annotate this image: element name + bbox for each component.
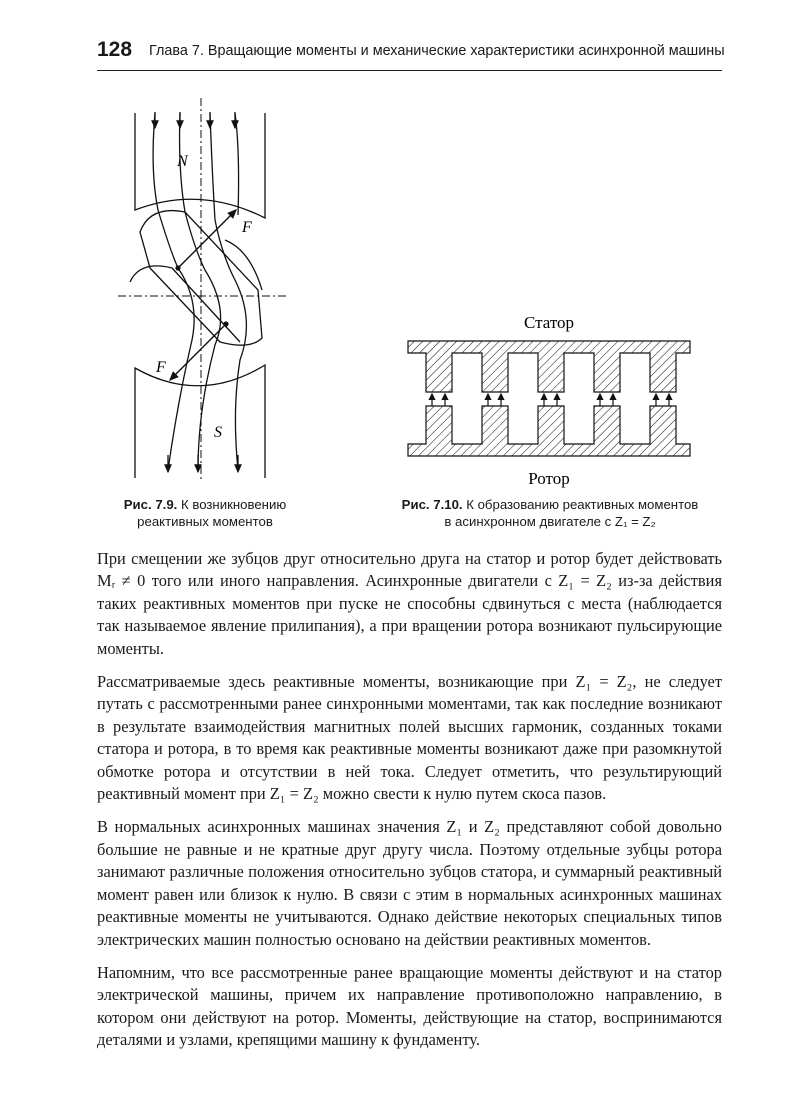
figure-7-10-caption-line2: в асинхронном двигателе с Z₁ = Z₂ <box>444 514 656 529</box>
body-text <box>97 548 722 1063</box>
figure-7-10 <box>400 305 700 495</box>
rotor-label: Ротор <box>528 469 570 488</box>
stator-label: Статор <box>523 313 575 332</box>
force-f-bottom-label: F <box>156 359 166 376</box>
figure-7-9-caption-number: Рис. 7.9. <box>123 497 178 512</box>
figure-7-9-caption-line2: реактивных моментов <box>137 514 273 529</box>
paragraph-1: При смещении же зубцов друг относительно друга на статор и ротор будет действовать Mᵣ ≠ 0 того или иного направления. Асинхронные двигатели с Z₁ = Z₂ из-за действия таких реактивных моментов при пуске не способны сдвинуться с места (наблюдается так называемое явление прилипания), а при вращении ротора возникают пульсирующие моменты. <box>97 549 722 658</box>
figure-7-9-caption <box>105 496 305 530</box>
paragraph-2: Рассматриваемые здесь реактивные моменты, возникающие при Z₁ = Z₂, не следует путать с рассмотренными ранее синхронными моментами, так как последние возникают в результате взаимодействия магнитных полей высших гармоник, созданных токами статора и ротора, в то время как реактивные моменты возникают даже при разомкнутой обмотке ротора и отсутствии в ней тока. Следует отметить, что результирующий реактивный момент при Z₁ = Z₂ можно свести к нулю путем скоса пазов. <box>97 672 722 804</box>
force-f-top-label: F <box>242 219 252 236</box>
pole-n-label: N <box>177 153 188 170</box>
page-number: 128 <box>97 38 133 61</box>
paragraph-3: В нормальных асинхронных машинах значения Z₁ и Z₂ представляют собой довольно большие не равные и не кратные друг другу числа. Поэтому отдельные зубцы ротора занимают различные положения относительно зубцов статора, и суммарный реактивный момент равен или близок к нулю. В связи с этим в нормальных асинхронных машинах реактивные моменты не учитываются. Однако действие некоторых специальных типов электрических машин полностью основано на действии реактивных моментов. <box>97 817 722 949</box>
figure-7-10-caption <box>380 496 720 530</box>
page-header <box>97 34 725 71</box>
figure-7-10-caption-number: Рис. 7.10. <box>401 497 463 512</box>
figure-7-9-caption-line1: К возникновению <box>181 497 287 512</box>
pole-s-label: S <box>214 424 222 441</box>
running-title: Глава 7. Вращающие моменты и механические характеристики асинхронной машины <box>149 43 725 59</box>
figure-7-9 <box>110 96 295 486</box>
figure-7-10-caption-line1: К образованию реактивных моментов <box>466 497 699 512</box>
paragraph-4: Напомним, что все рассмотренные ранее вращающие моменты действуют и на статор электрической машины, причем их направление противоположно направлению, в котором они действуют на ротор. Моменты, действующие на статор, воспринимаются деталями и узлами, крепящими машину к фундаменту. <box>97 962 722 1050</box>
